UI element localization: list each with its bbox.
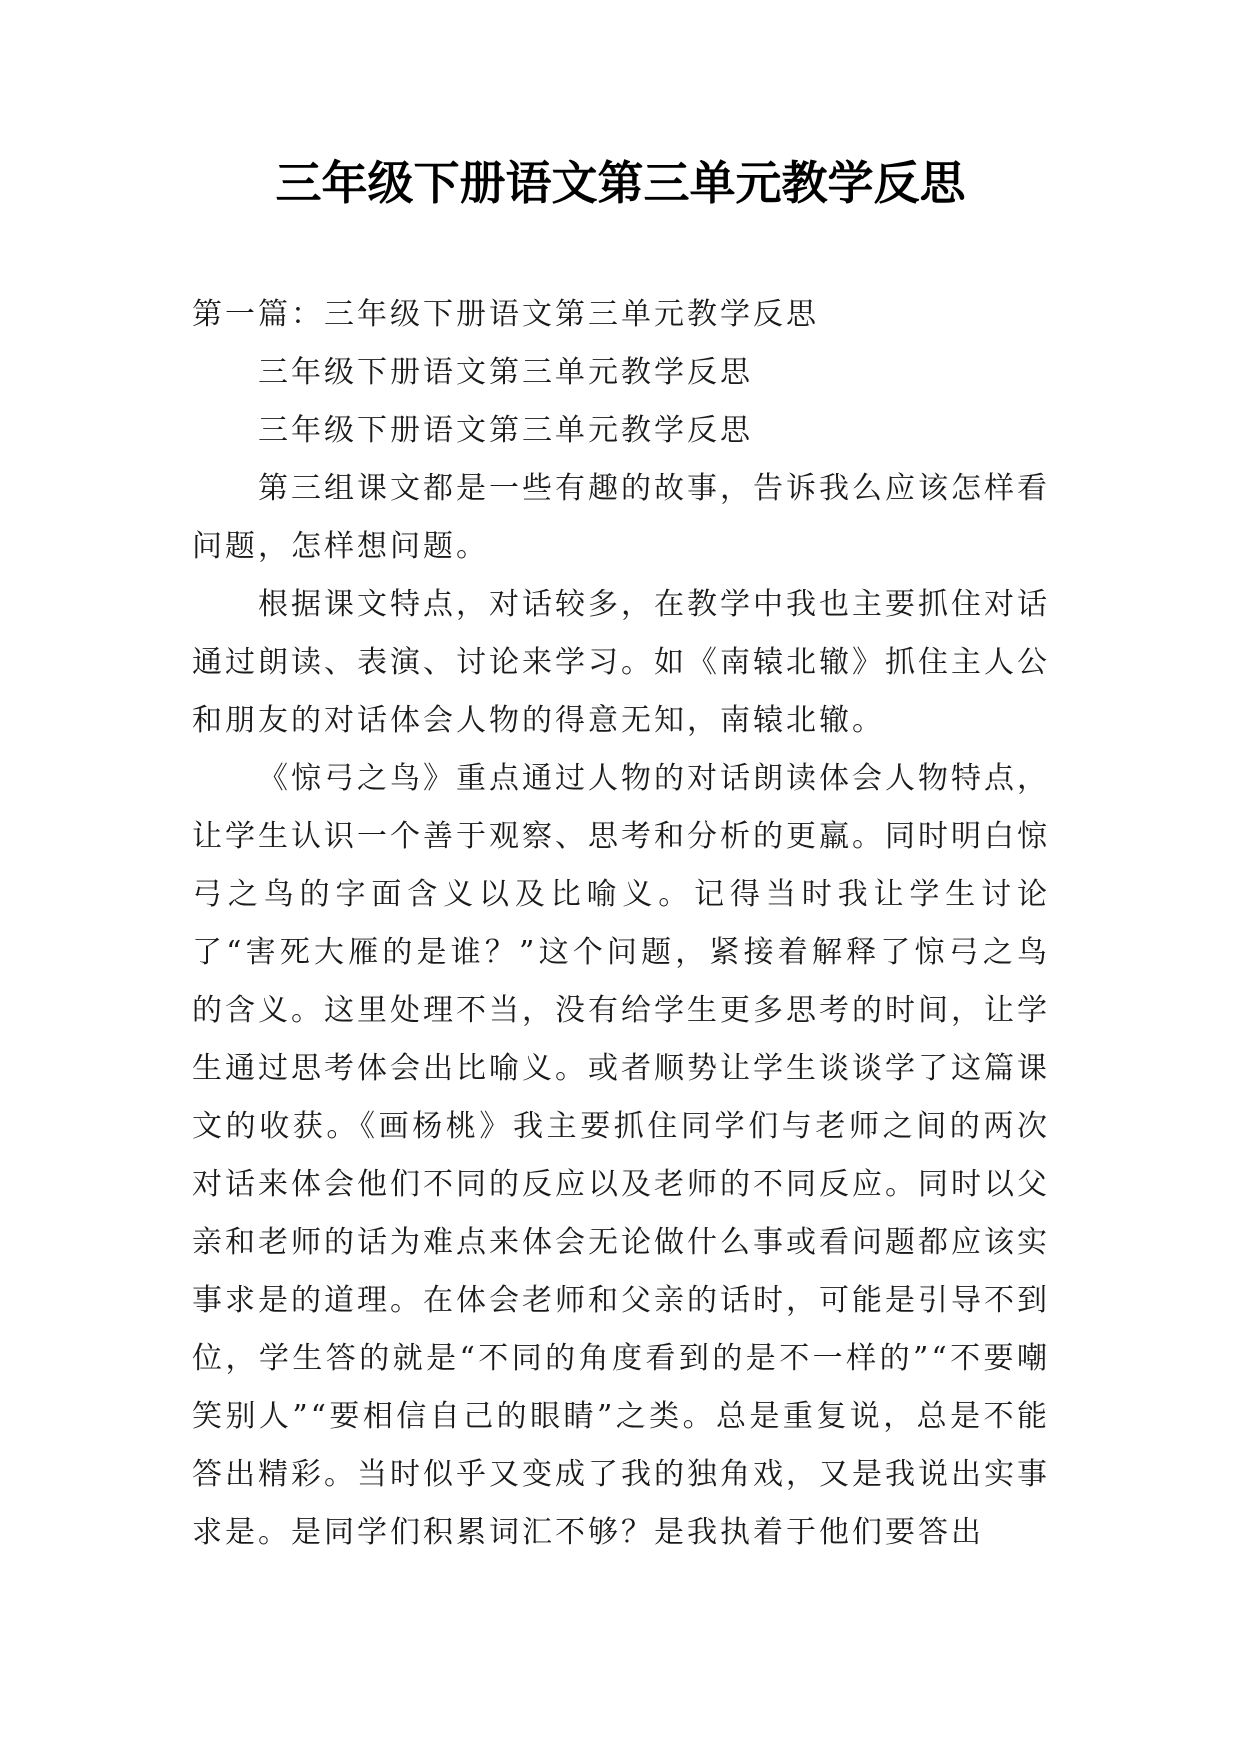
- document-body: [192, 286, 1050, 1562]
- paragraph: 《惊弓之鸟》重点通过人物的对话朗读体会人物特点，让学生认识一个善于观察、思考和分析的更羸。同时明白惊弓之鸟的字面含义以及比喻义。记得当时我让学生讨论了“害死大雁的是谁？”这个问题，紧接着解释了惊弓之鸟的含义。这里处理不当，没有给学生更多思考的时间，让学生通过思考体会出比喻义。或者顺势让学生谈谈学了这篇课文的收获。《画杨桃》我主要抓住同学们与老师之间的两次对话来体会他们不同的反应以及老师的不同反应。同时以父亲和老师的话为难点来体会无论做什么事或看问题都应该实事求是的道理。在体会老师和父亲的话时，可能是引导不到位，学生答的就是“不同的角度看到的是不一样的”“不要嘲笑别人”“要相信自己的眼睛”之类。总是重复说，总是不能答出精彩。当时似乎又变成了我的独角戏，又是我说出实事求是。是同学们积累词汇不够？是我执着于他们要答出: [192, 761, 1050, 1550]
- paragraph: 第三组课文都是一些有趣的故事，告诉我么应该怎样看问题，怎样想问题。: [192, 471, 1050, 564]
- paragraph: 根据课文特点，对话较多，在教学中我也主要抓住对话通过朗读、表演、讨论来学习。如《南辕北辙》抓住主人公和朋友的对话体会人物的得意无知，南辕北辙。: [192, 587, 1050, 738]
- paragraph-heading: 第一篇：三年级下册语文第三单元教学反思: [192, 297, 819, 332]
- paragraph-subtitle-repeat: 三年级下册语文第三单元教学反思: [258, 413, 753, 448]
- paragraph-subtitle: 三年级下册语文第三单元教学反思: [258, 355, 753, 390]
- document-title: 三年级下册语文第三单元教学反思: [275, 156, 966, 210]
